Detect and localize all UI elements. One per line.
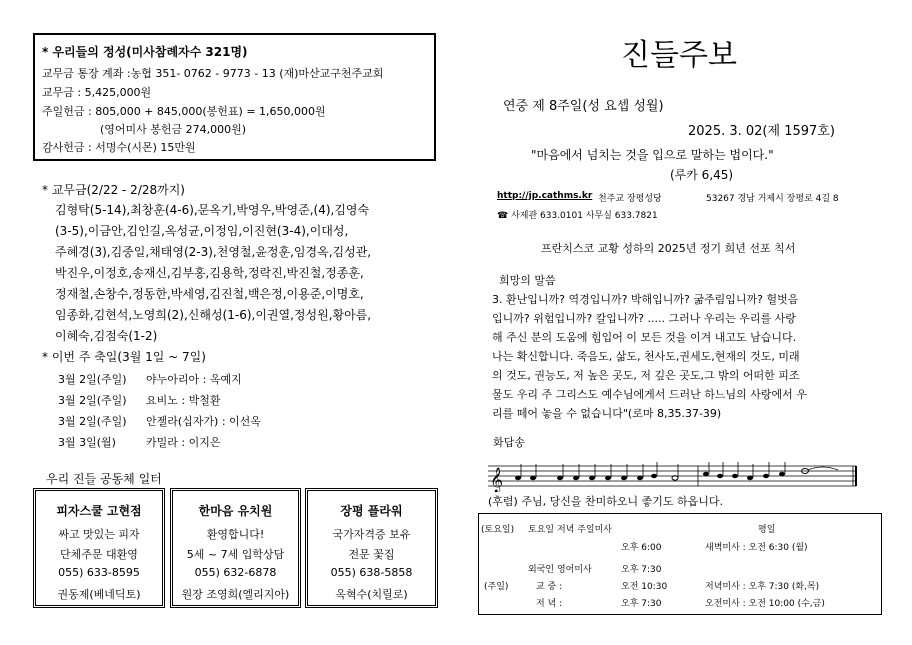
business-line: 환영합니다!	[206, 528, 265, 541]
business-owner: 옥혁수(치릴로)	[335, 588, 408, 601]
sat-time: 오후 6:00	[621, 543, 662, 553]
offering-english: (영어미사 봉헌금 274,000원)	[100, 123, 247, 136]
offering-gyomugeum: 교무금 : 5,425,000원	[42, 86, 152, 99]
letter-title: 프란치스코 교황 성하의 2025년 정기 희년 선포 칙서	[541, 242, 796, 255]
business-line: 단체주문 대환영	[60, 548, 138, 561]
bulletin-quote-ref: (루카 6,45)	[670, 168, 734, 182]
student-mass: 교 중 :	[536, 582, 563, 592]
student-time: 오전 10:30	[621, 582, 668, 592]
business-phone: 055) 638-5858	[330, 566, 413, 579]
body-line: 해 주신 분의 도움에 힘입어 이 모든 것을 이겨 내고도 남습니다.	[492, 331, 797, 344]
music-staff	[488, 462, 860, 492]
body-line: 의 것도, 권능도, 저 높은 곳도, 저 깊은 곳도,그 밖의 어떠한 피조	[492, 369, 800, 382]
morning-mass: 오전미사 : 오전 10:00 (수,금)	[705, 599, 825, 609]
offering-thanks: 감사헌금 : 서명수(시몬) 15만원	[42, 141, 196, 154]
business-owner: 원장 조영희(엘리지아)	[181, 588, 290, 601]
business-line: 5세 ~ 7세 입학상담	[186, 548, 285, 561]
bulletin-quote: "마음에서 넘치는 것을 입으로 말하는 법이다."	[531, 148, 774, 162]
business-phone: 055) 633-8595	[58, 566, 140, 579]
night-time: 오후 7:30	[621, 599, 662, 609]
business-card	[33, 488, 165, 608]
body-line: 물도 우리 주 그리스도 예수님에게서 드러난 하느님의 사랑에서 우	[492, 388, 807, 401]
business-line: 싸고 맛있는 피자	[58, 528, 140, 541]
parish-name: 천주교 장평성당	[598, 194, 662, 204]
business-card	[170, 488, 301, 608]
donor-line: 이혜숙,김점숙(1-2)	[55, 329, 158, 343]
donor-line: 주혜경(3),김중일,채태영(2-3),천영철,윤정훈,임경옥,김성관,	[55, 245, 372, 259]
feast-date: 3월 2일(주일)	[58, 415, 127, 428]
sat-label: (토요일)	[481, 525, 515, 535]
business-name: 장평 플라워	[340, 504, 403, 518]
svg-text:𝄞: 𝄞	[490, 468, 504, 492]
parish-url[interactable]: http://jp.cathms.kr	[497, 191, 593, 201]
parish-address: 53267 경남 거제시 장평로 4길 8	[706, 194, 839, 204]
foreign-mass: 외국인 영어미사	[528, 565, 592, 575]
body-line: 입니까? 위험입니까? 칼입니까? ..... 그러나 우리는 우리를 사랑	[492, 312, 796, 325]
feasts-heading: * 이번 주 축일(3월 1일 ~ 7일)	[42, 350, 206, 364]
business-line: 국가자격증 보유	[332, 528, 411, 541]
donor-line: (3-5),이금안,김인길,옥성균,이정임,이진현(3-4),이대성,	[55, 224, 349, 238]
bulletin-title: 진들주보	[621, 38, 737, 73]
bulletin-week: 연중 제 8주일(성 요셉 성월)	[503, 99, 664, 114]
sat-mass: 토요일 저녁 주일미사	[528, 525, 612, 535]
sun-label: (주일)	[484, 582, 509, 592]
evening-mass: 저녁미사 : 오후 7:30 (화,목)	[705, 582, 820, 592]
donor-line: 임종화,김현석,노영희(2),신해성(1-6),이권열,정성원,황아름,	[55, 308, 372, 322]
feast-date: 3월 2일(주일)	[58, 373, 127, 386]
business-card	[305, 488, 438, 608]
refrain-text: (후렴) 주님, 당신을 찬미하오니 좋기도 하옵니다.	[488, 495, 723, 508]
weekday-label: 평일	[758, 525, 776, 535]
donor-line: 김형탁(5-14),최창훈(4-6),문옥기,박영우,박영준,(4),김영숙	[55, 203, 370, 217]
body-line: 3. 환난입니까? 역경입니까? 박해입니까? 굶주림입니까? 헐벗음	[492, 293, 799, 306]
section-title: 희망의 말씀	[499, 274, 556, 287]
body-line: 나는 확신합니다. 죽음도, 삶도, 천사도,권세도,현재의 것도, 미래	[492, 350, 800, 363]
night-mass: 저 녁 :	[536, 599, 563, 609]
donor-line: 정재철,손창수,정동한,박세영,김진철,백은정,이용준,이명호,	[55, 287, 364, 301]
feast-date: 3월 3일(월)	[58, 436, 116, 449]
offering-heading: * 우리들의 정성(미사참례자수 321명)	[42, 45, 248, 59]
business-line: 전문 꽃집	[348, 548, 395, 561]
parish-phone: ☎ 사제관 633.0101 사무실 633.7821	[497, 211, 658, 221]
bulletin-date: 2025. 3. 02(제 1597호)	[688, 124, 835, 139]
business-name: 한마음 유치원	[198, 504, 273, 518]
foreign-time: 오후 7:30	[621, 565, 662, 575]
response-label: 화답송	[493, 436, 525, 449]
feast-date: 3월 2일(주일)	[58, 394, 127, 407]
business-owner: 권동제(베네딕토)	[57, 588, 141, 601]
feast-saint: 안젤라(십자가) : 이선옥	[146, 415, 261, 428]
donors-heading: * 교무금(2/22 - 2/28까지)	[42, 183, 185, 197]
business-phone: 055) 632-6878	[194, 566, 277, 579]
offering-account: 교무금 통장 계좌 :농협 351- 0762 - 9773 - 13 (재)마산교구천주교회	[42, 67, 384, 80]
business-name: 피자스쿨 고현점	[56, 504, 142, 518]
offering-sunday: 주일헌금 : 805,000 + 845,000(봉헌표) = 1,650,000원	[42, 105, 326, 118]
feast-saint: 카밀라 : 이지은	[146, 436, 221, 449]
feast-saint: 야누아리아 : 옥예지	[146, 373, 242, 386]
dawn-mass: 새벽미사 : 오전 6:30 (월)	[705, 543, 808, 553]
feast-saint: 요비노 : 박철환	[146, 394, 221, 407]
body-line: 리를 떼어 놓을 수 없습니다"(로마 8,35.37-39)	[492, 407, 722, 420]
community-heading: 우리 진들 공동체 일터	[46, 472, 162, 486]
donor-line: 박진우,이정호,송재신,김부홍,김용학,정락진,박진철,정종훈,	[55, 266, 364, 280]
